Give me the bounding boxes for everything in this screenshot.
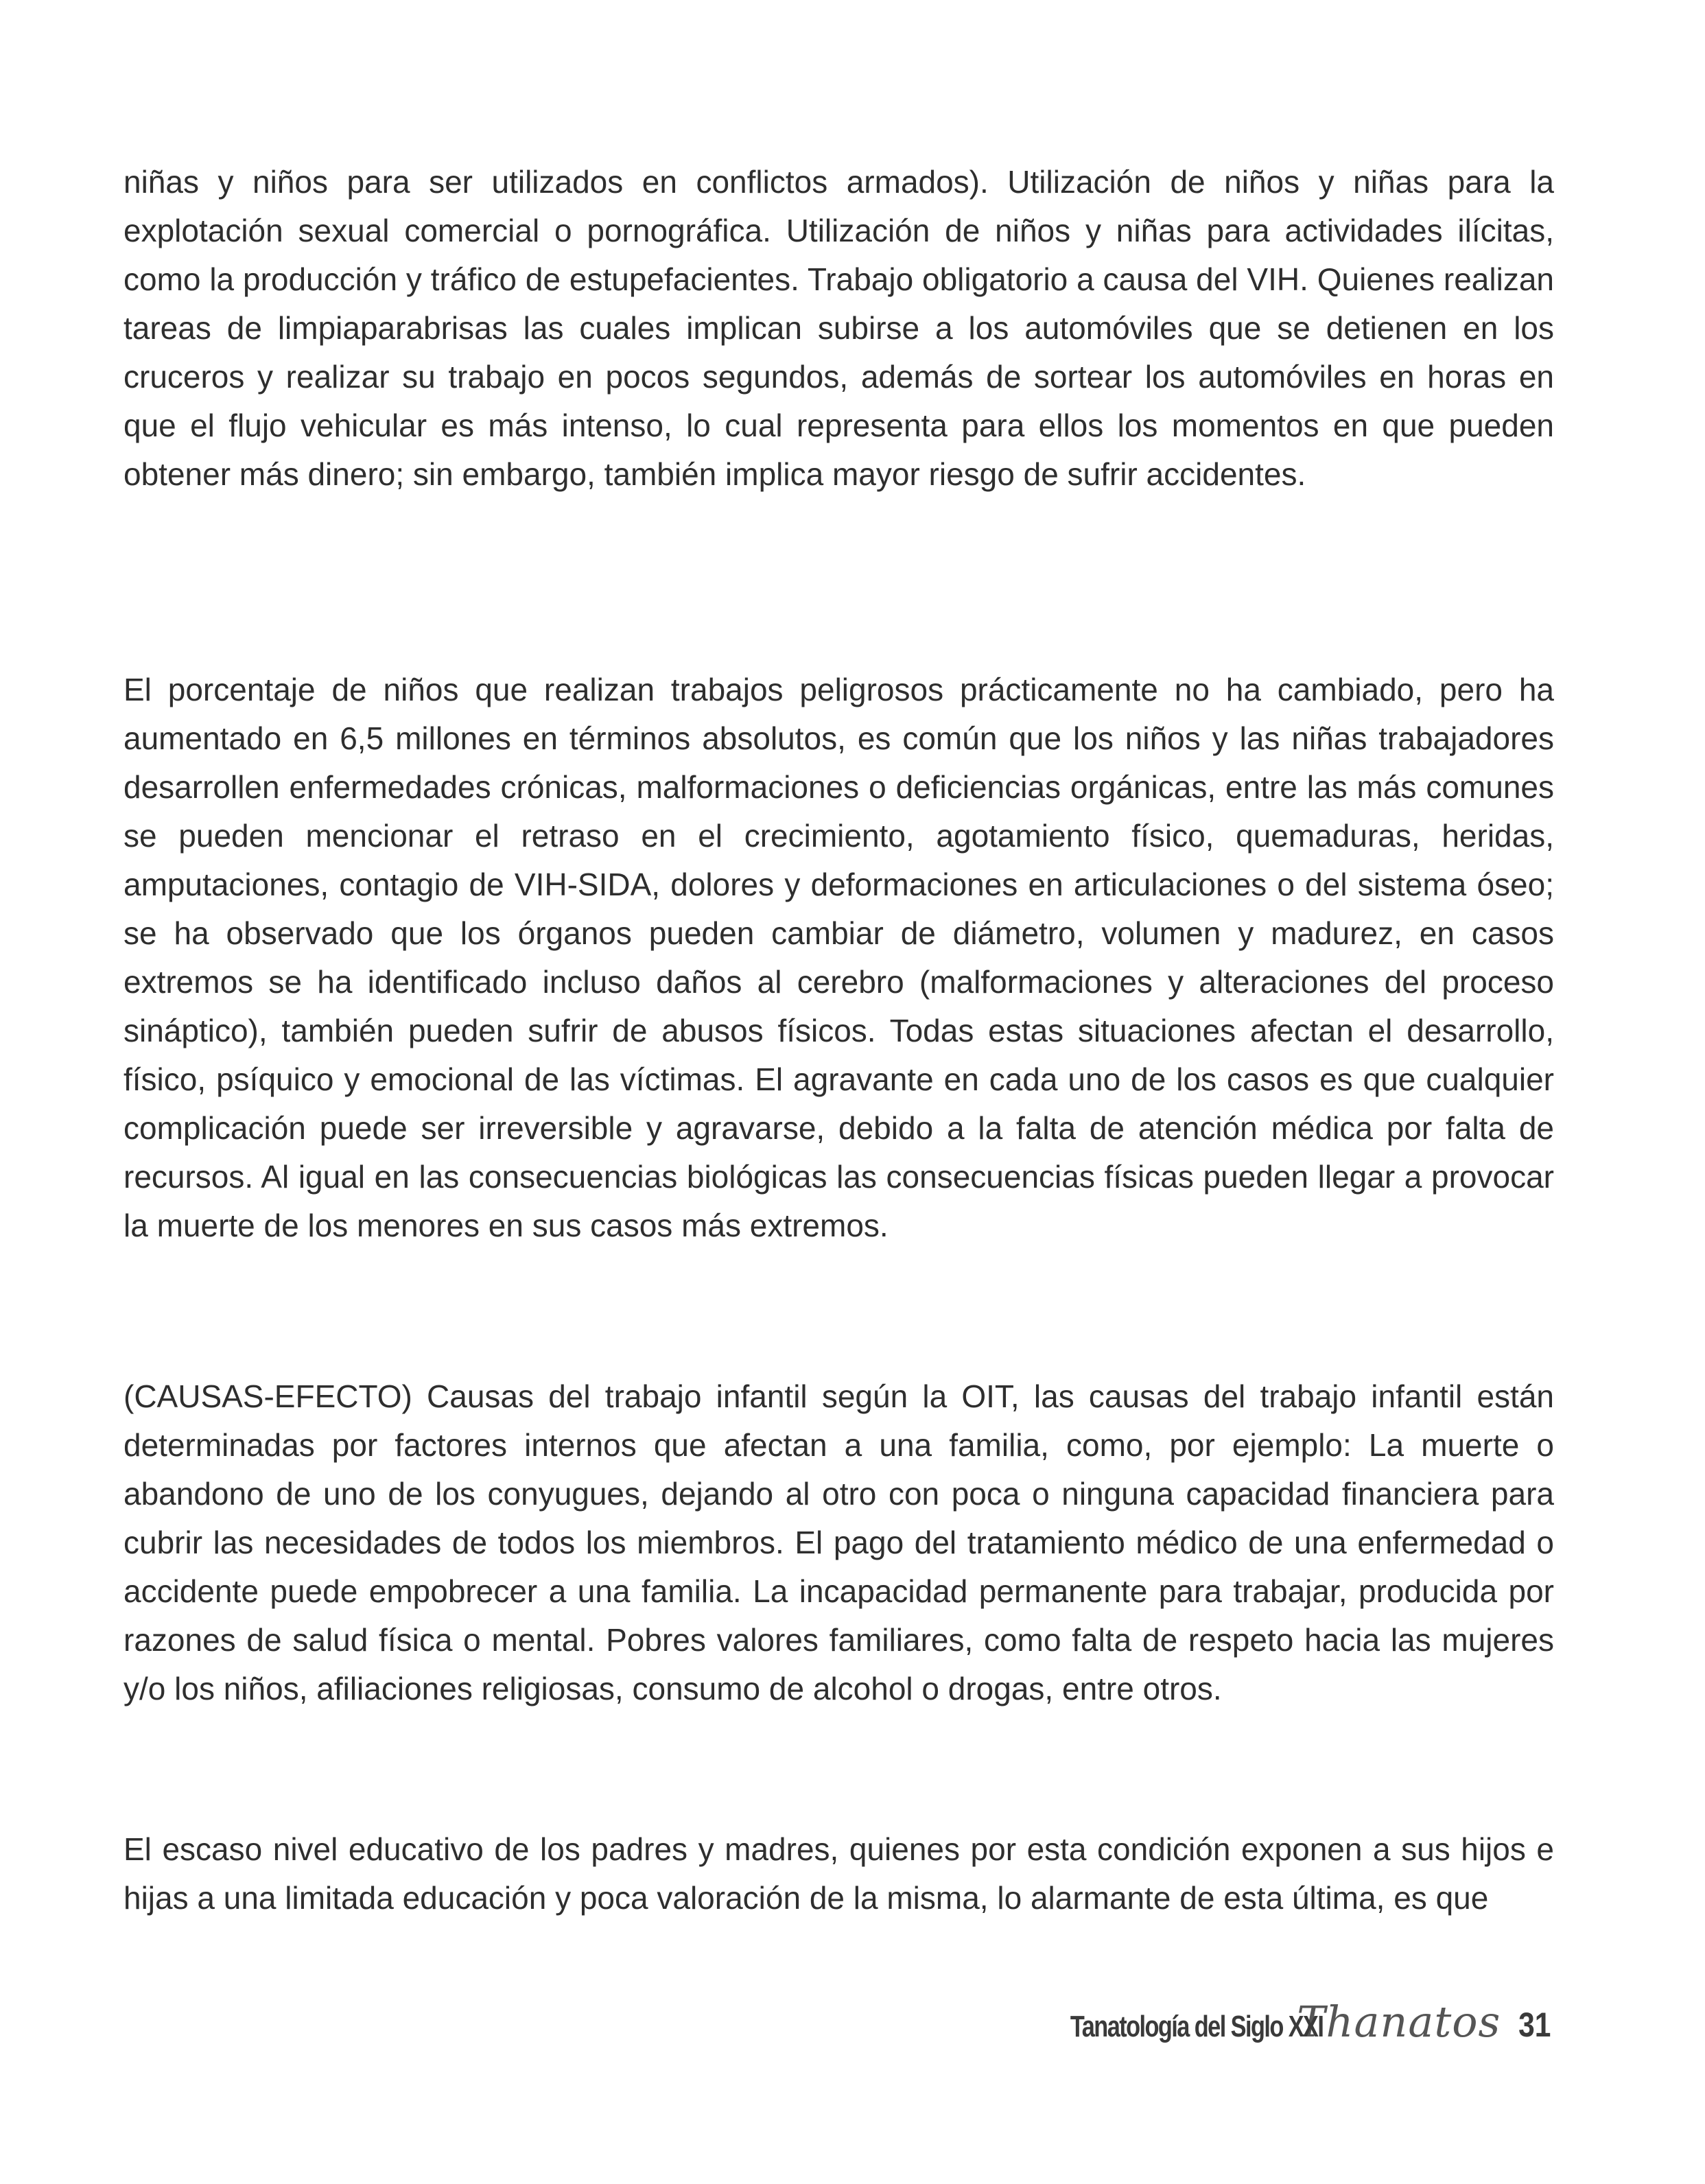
paragraph-3: (CAUSAS-EFECTO) Causas del trabajo infantil según la OIT, las causas del trabajo infantil están determinadas por factores internos que afectan a una familia, como, por ejemplo: La muerte o abandono de uno de los conyugues, dejando al otro con poca o ninguna capacidad financiera para cubrir las necesidades de todos los miembros. El pago del tratamiento médico de una enfermedad o accidente puede empobrecer a una familia. La incapacidad permanente para trabajar, producida por razones de salud física o mental. Pobres valores familiares, como falta de respeto hacia las mujeres y/o los niños, afiliaciones religiosas, consumo de alcohol o drogas, entre otros. <box>124 1378 1554 1706</box>
page-footer <box>999 1997 1554 2058</box>
publication-name: Tanatología del Siglo XXI <box>1070 2010 1324 2043</box>
page-number: 31 <box>1518 2006 1551 2044</box>
paragraph-1: niñas y niños para ser utilizados en conflictos armados). Utilización de niños y niñas para la explotación sexual comercial o pornográfica. Utilización de niños y niñas para actividades ilícitas, como la producción y tráfico de estupefacientes. Trabajo obligatorio a causa del VIH. Quienes realizan tareas de limpiaparabrisas las cuales implican subirse a los automóviles que se detienen en los cruceros y realizar su trabajo en pocos segundos, además de sortear los automóviles en horas en que el flujo vehicular es más intenso, lo cual representa para ellos los momentos en que pueden obtener más dinero; sin embargo, también implica mayor riesgo de sufrir accidentes. <box>124 164 1554 492</box>
brand-logo-text: Thanatos <box>1297 1997 1501 2047</box>
paragraph-4: El escaso nivel educativo de los padres y madres, quienes por esta condición exponen a sus hijos e hijas a una limitada educación y poca valoración de la misma, lo alarmante de esta última, es que <box>124 1831 1554 1916</box>
paragraph-2: El porcentaje de niños que realizan trabajos peligrosos prácticamente no ha cambiado, pero ha aumentado en 6,5 millones en términos absolutos, es común que los niños y las niñas trabajadores desarrollen enfermedades crónicas, malformaciones o deficiencias orgánicas, entre las más comunes se pueden mencionar el retraso en el crecimiento, agotamiento físico, quemaduras, heridas, amputaciones, contagio de VIH-SIDA, dolores y deformaciones en articulaciones o del sistema óseo; se ha observado que los órganos pueden cambiar de diámetro, volumen y madurez, en casos extremos se ha identificado incluso daños al cerebro (malformaciones y alteraciones del proceso sináptico), también pueden sufrir de abusos físicos. Todas estas situaciones afectan el desarrollo, físico, psíquico y emocional de las víctimas. El agravante en cada uno de los casos es que cualquier complicación puede ser irreversible y agravarse, debido a la falta de atención médica por falta de recursos. Al igual en las consecuencias biológicas las consecuencias físicas pueden llegar a provocar la muerte de los menores en sus casos más extremos. <box>124 672 1554 1243</box>
